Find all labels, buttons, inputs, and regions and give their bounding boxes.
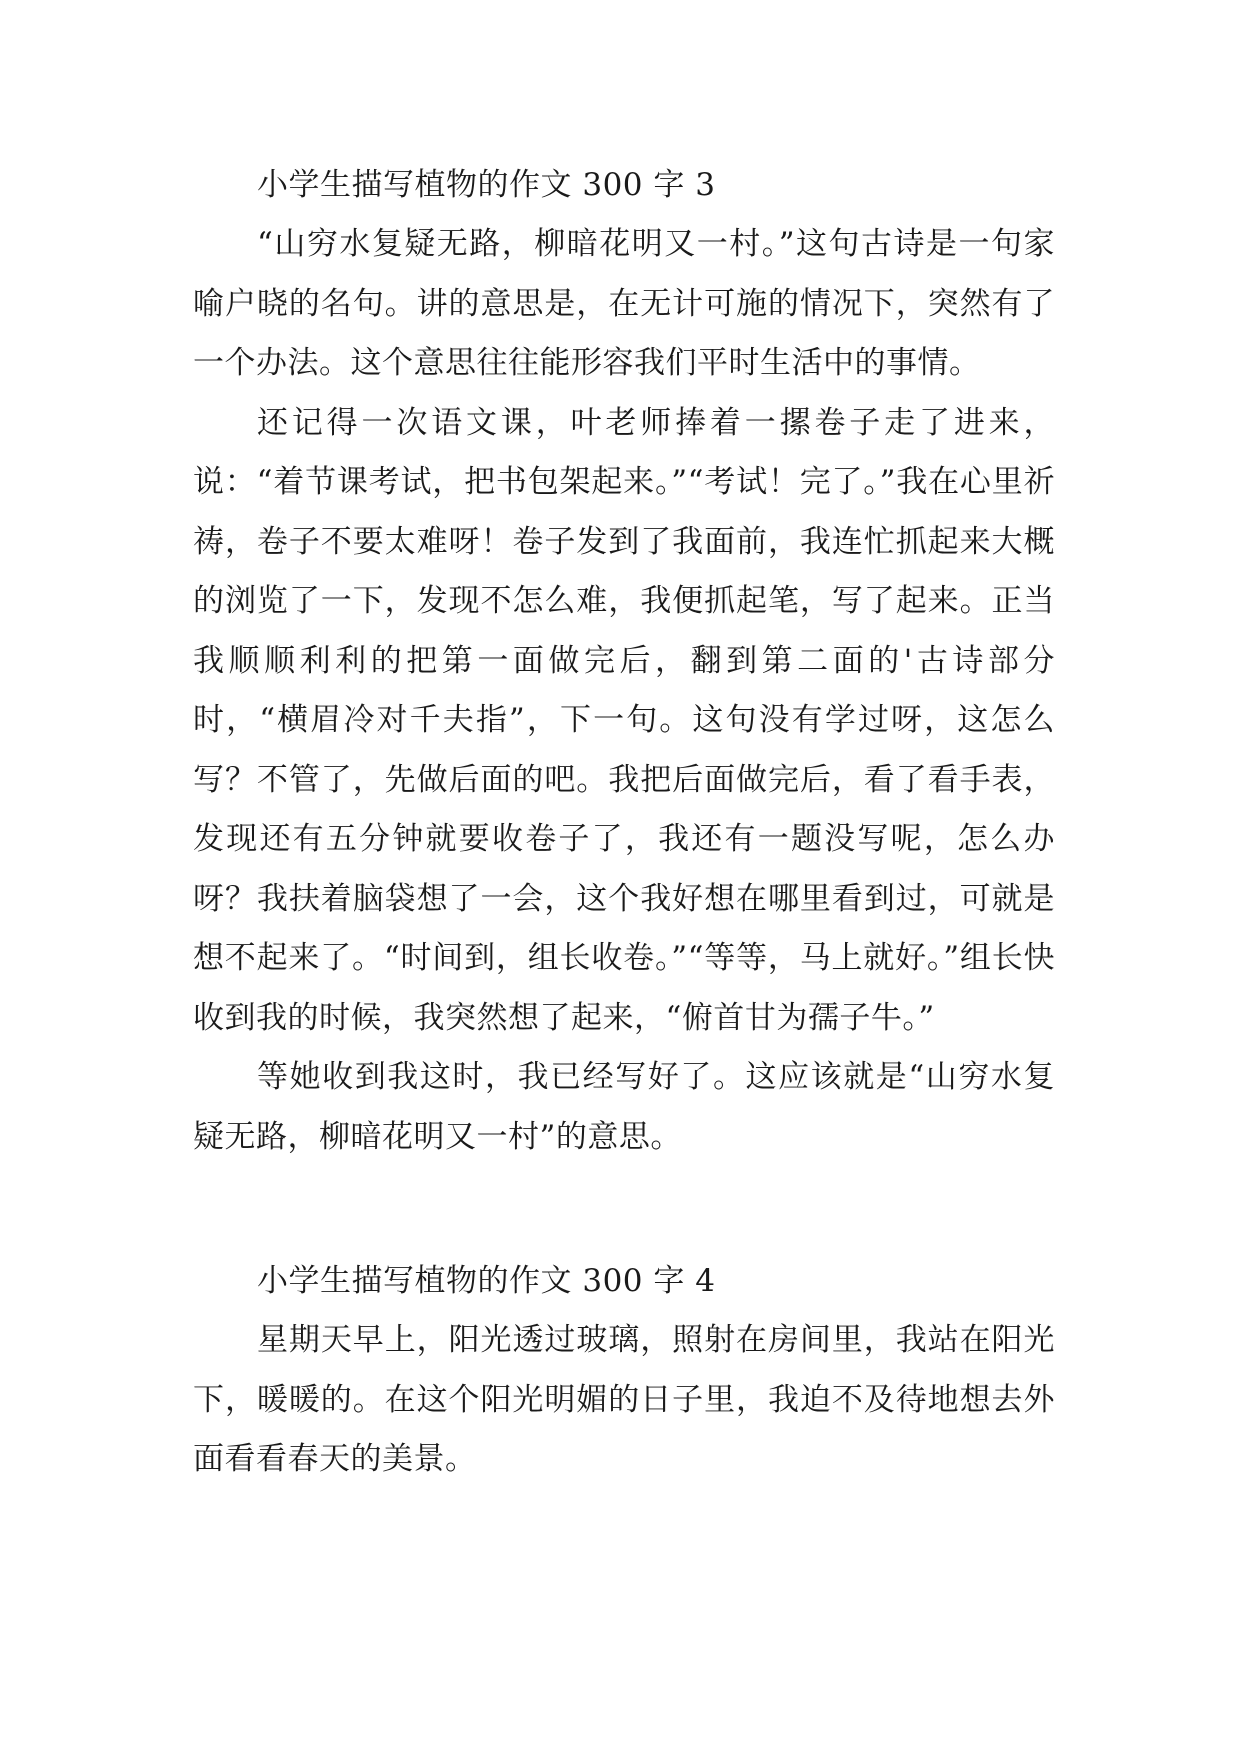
essay-section-4 <box>193 1251 1055 1490</box>
section-heading: 小学生描写植物的作文 300 字 3 <box>257 167 716 203</box>
document-page <box>193 155 1055 1490</box>
paragraph: 等她收到我这时，我已经写好了。这应该就是“山穷水复疑无路，柳暗花明又一村”的意思。 <box>193 1059 1055 1155</box>
paragraph: 还记得一次语文课，叶老师捧着一摞卷子走了进来，说：“着节课考试，把书包架起来。”“考试！完了。”我在心里祈祷，卷子不要太难呀！卷子发到了我面前，我连忙抓起来大概的浏览了一下，发现不怎么难，我便抓起笔，写了起来。正当我顺顺利利的把第一面做完后，翻到第二面的'古诗部分时，“横眉冷对千夫指”，下一句。这句没有学过呀，这怎么写？不管了，先做后面的吧。我把后面做完后，看了看手表，发现还有五分钟就要收卷子了，我还有一题没写呢，怎么办呀？我扶着脑袋想了一会，这个我好想在哪里看到过，可就是想不起来了。“时间到，组长收卷。”“等等，马上就好。”组长快收到我的时候，我突然想了起来，“俯首甘为孺子牛。” <box>193 404 1055 1036</box>
paragraph: 星期天早上，阳光透过玻璃，照射在房间里，我站在阳光下，暖暖的。在这个阳光明媚的日子里，我迫不及待地想去外面看看春天的美景。 <box>193 1322 1055 1477</box>
section-heading: 小学生描写植物的作文 300 字 4 <box>257 1263 716 1299</box>
paragraph: “山穷水复疑无路，柳暗花明又一村。”这句古诗是一句家喻户晓的名句。讲的意思是，在无计可施的情况下，突然有了一个办法。这个意思往往能形容我们平时生活中的事情。 <box>193 226 1055 381</box>
section-spacer <box>193 1167 1055 1251</box>
essay-section-3 <box>193 155 1055 1167</box>
